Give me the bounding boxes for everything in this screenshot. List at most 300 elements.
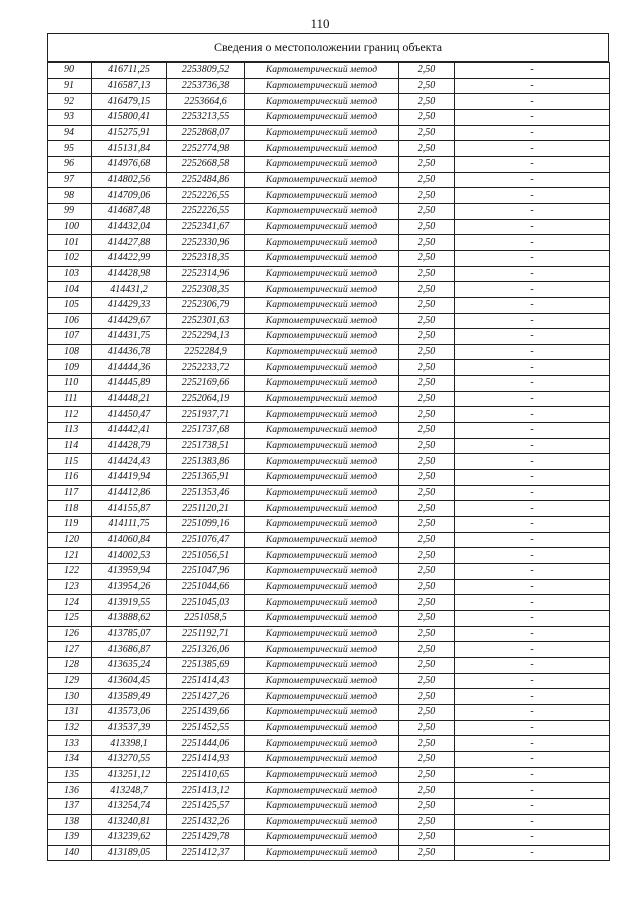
description-cell: - xyxy=(455,454,610,470)
description-cell: - xyxy=(455,125,610,141)
table-row xyxy=(48,610,610,626)
table-row xyxy=(48,720,610,736)
method-cell: Картометрический метод xyxy=(245,454,399,470)
x-coordinate-cell: 413785,07 xyxy=(92,626,167,642)
table-row xyxy=(48,564,610,580)
description-cell: - xyxy=(455,423,610,439)
accuracy-cell: 2,50 xyxy=(399,282,455,298)
point-number-cell: 93 xyxy=(48,109,92,125)
accuracy-cell: 2,50 xyxy=(399,454,455,470)
point-number-cell: 110 xyxy=(48,376,92,392)
x-coordinate-cell: 413537,39 xyxy=(92,720,167,736)
x-coordinate-cell: 414802,56 xyxy=(92,172,167,188)
table-row xyxy=(48,767,610,783)
method-cell: Картометрический метод xyxy=(245,219,399,235)
x-coordinate-cell: 415131,84 xyxy=(92,141,167,157)
x-coordinate-cell: 413251,12 xyxy=(92,767,167,783)
x-coordinate-cell: 414429,33 xyxy=(92,297,167,313)
method-cell: Картометрический метод xyxy=(245,376,399,392)
method-cell: Картометрический метод xyxy=(245,360,399,376)
y-coordinate-cell: 2251432,26 xyxy=(167,814,245,830)
point-number-cell: 135 xyxy=(48,767,92,783)
x-coordinate-cell: 415275,91 xyxy=(92,125,167,141)
point-number-cell: 120 xyxy=(48,532,92,548)
accuracy-cell: 2,50 xyxy=(399,751,455,767)
description-cell: - xyxy=(455,156,610,172)
description-cell: - xyxy=(455,266,610,282)
method-cell: Картометрический метод xyxy=(245,485,399,501)
description-cell: - xyxy=(455,203,610,219)
method-cell: Картометрический метод xyxy=(245,845,399,861)
y-coordinate-cell: 2251737,68 xyxy=(167,423,245,439)
y-coordinate-cell: 2252294,13 xyxy=(167,329,245,345)
x-coordinate-cell: 414002,53 xyxy=(92,548,167,564)
method-cell: Картометрический метод xyxy=(245,125,399,141)
description-cell: - xyxy=(455,344,610,360)
accuracy-cell: 2,50 xyxy=(399,313,455,329)
point-number-cell: 106 xyxy=(48,313,92,329)
x-coordinate-cell: 414422,99 xyxy=(92,250,167,266)
x-coordinate-cell: 414111,75 xyxy=(92,517,167,533)
accuracy-cell: 2,50 xyxy=(399,704,455,720)
x-coordinate-cell: 414428,79 xyxy=(92,438,167,454)
x-coordinate-cell: 414155,87 xyxy=(92,501,167,517)
x-coordinate-cell: 416711,25 xyxy=(92,63,167,79)
description-cell: - xyxy=(455,689,610,705)
point-number-cell: 103 xyxy=(48,266,92,282)
y-coordinate-cell: 2252774,98 xyxy=(167,141,245,157)
y-coordinate-cell: 2252233,72 xyxy=(167,360,245,376)
point-number-cell: 138 xyxy=(48,814,92,830)
table-header: Сведения о местоположении границ объекта xyxy=(47,33,609,62)
y-coordinate-cell: 2251410,65 xyxy=(167,767,245,783)
description-cell: - xyxy=(455,188,610,204)
accuracy-cell: 2,50 xyxy=(399,830,455,846)
table-row xyxy=(48,125,610,141)
description-cell: - xyxy=(455,814,610,830)
y-coordinate-cell: 2252226,55 xyxy=(167,188,245,204)
y-coordinate-cell: 2252226,55 xyxy=(167,203,245,219)
table-row xyxy=(48,798,610,814)
method-cell: Картометрический метод xyxy=(245,470,399,486)
accuracy-cell: 2,50 xyxy=(399,626,455,642)
point-number-cell: 114 xyxy=(48,438,92,454)
description-cell: - xyxy=(455,360,610,376)
accuracy-cell: 2,50 xyxy=(399,657,455,673)
point-number-cell: 137 xyxy=(48,798,92,814)
point-number-cell: 97 xyxy=(48,172,92,188)
x-coordinate-cell: 414431,75 xyxy=(92,329,167,345)
table-row xyxy=(48,391,610,407)
point-number-cell: 122 xyxy=(48,564,92,580)
table-row xyxy=(48,407,610,423)
description-cell: - xyxy=(455,282,610,298)
table-row xyxy=(48,266,610,282)
accuracy-cell: 2,50 xyxy=(399,172,455,188)
table-row xyxy=(48,517,610,533)
method-cell: Картометрический метод xyxy=(245,501,399,517)
point-number-cell: 95 xyxy=(48,141,92,157)
table-row xyxy=(48,814,610,830)
boundary-points-table xyxy=(47,62,610,861)
point-number-cell: 121 xyxy=(48,548,92,564)
y-coordinate-cell: 2252308,35 xyxy=(167,282,245,298)
y-coordinate-cell: 2251076,47 xyxy=(167,532,245,548)
point-number-cell: 111 xyxy=(48,391,92,407)
description-cell: - xyxy=(455,517,610,533)
accuracy-cell: 2,50 xyxy=(399,517,455,533)
table-row xyxy=(48,438,610,454)
table-row xyxy=(48,579,610,595)
accuracy-cell: 2,50 xyxy=(399,767,455,783)
point-number-cell: 132 xyxy=(48,720,92,736)
method-cell: Картометрический метод xyxy=(245,564,399,580)
point-number-cell: 133 xyxy=(48,736,92,752)
y-coordinate-cell: 2252484,86 xyxy=(167,172,245,188)
y-coordinate-cell: 2251385,69 xyxy=(167,657,245,673)
x-coordinate-cell: 413270,55 xyxy=(92,751,167,767)
y-coordinate-cell: 2251383,86 xyxy=(167,454,245,470)
accuracy-cell: 2,50 xyxy=(399,344,455,360)
method-cell: Картометрический метод xyxy=(245,626,399,642)
y-coordinate-cell: 2251414,93 xyxy=(167,751,245,767)
accuracy-cell: 2,50 xyxy=(399,783,455,799)
method-cell: Картометрический метод xyxy=(245,673,399,689)
accuracy-cell: 2,50 xyxy=(399,798,455,814)
accuracy-cell: 2,50 xyxy=(399,845,455,861)
point-number-cell: 92 xyxy=(48,94,92,110)
accuracy-cell: 2,50 xyxy=(399,78,455,94)
description-cell: - xyxy=(455,657,610,673)
point-number-cell: 109 xyxy=(48,360,92,376)
y-coordinate-cell: 2251412,37 xyxy=(167,845,245,861)
x-coordinate-cell: 414431,2 xyxy=(92,282,167,298)
accuracy-cell: 2,50 xyxy=(399,360,455,376)
x-coordinate-cell: 413573,06 xyxy=(92,704,167,720)
y-coordinate-cell: 2251044,66 xyxy=(167,579,245,595)
method-cell: Картометрический метод xyxy=(245,156,399,172)
method-cell: Картометрический метод xyxy=(245,720,399,736)
method-cell: Картометрический метод xyxy=(245,830,399,846)
accuracy-cell: 2,50 xyxy=(399,673,455,689)
y-coordinate-cell: 2251192,71 xyxy=(167,626,245,642)
method-cell: Картометрический метод xyxy=(245,391,399,407)
description-cell: - xyxy=(455,736,610,752)
x-coordinate-cell: 414709,06 xyxy=(92,188,167,204)
table-row xyxy=(48,830,610,846)
method-cell: Картометрический метод xyxy=(245,109,399,125)
method-cell: Картометрический метод xyxy=(245,423,399,439)
accuracy-cell: 2,50 xyxy=(399,141,455,157)
accuracy-cell: 2,50 xyxy=(399,156,455,172)
description-cell: - xyxy=(455,94,610,110)
accuracy-cell: 2,50 xyxy=(399,736,455,752)
table-row xyxy=(48,657,610,673)
method-cell: Картометрический метод xyxy=(245,78,399,94)
point-number-cell: 130 xyxy=(48,689,92,705)
accuracy-cell: 2,50 xyxy=(399,63,455,79)
point-number-cell: 100 xyxy=(48,219,92,235)
point-number-cell: 94 xyxy=(48,125,92,141)
point-number-cell: 125 xyxy=(48,610,92,626)
description-cell: - xyxy=(455,172,610,188)
description-cell: - xyxy=(455,235,610,251)
table-row xyxy=(48,423,610,439)
accuracy-cell: 2,50 xyxy=(399,188,455,204)
description-cell: - xyxy=(455,313,610,329)
method-cell: Картометрический метод xyxy=(245,188,399,204)
accuracy-cell: 2,50 xyxy=(399,595,455,611)
table-row xyxy=(48,376,610,392)
y-coordinate-cell: 2251326,06 xyxy=(167,642,245,658)
point-number-cell: 90 xyxy=(48,63,92,79)
y-coordinate-cell: 2251439,66 xyxy=(167,704,245,720)
method-cell: Картометрический метод xyxy=(245,548,399,564)
description-cell: - xyxy=(455,704,610,720)
description-cell: - xyxy=(455,642,610,658)
x-coordinate-cell: 414442,41 xyxy=(92,423,167,439)
point-number-cell: 104 xyxy=(48,282,92,298)
description-cell: - xyxy=(455,501,610,517)
method-cell: Картометрический метод xyxy=(245,94,399,110)
y-coordinate-cell: 2253213,55 xyxy=(167,109,245,125)
table-row xyxy=(48,156,610,172)
y-coordinate-cell: 2252306,79 xyxy=(167,297,245,313)
accuracy-cell: 2,50 xyxy=(399,250,455,266)
method-cell: Картометрический метод xyxy=(245,438,399,454)
method-cell: Картометрический метод xyxy=(245,282,399,298)
accuracy-cell: 2,50 xyxy=(399,266,455,282)
description-cell: - xyxy=(455,329,610,345)
description-cell: - xyxy=(455,407,610,423)
y-coordinate-cell: 2251120,21 xyxy=(167,501,245,517)
x-coordinate-cell: 413919,55 xyxy=(92,595,167,611)
y-coordinate-cell: 2251353,46 xyxy=(167,485,245,501)
x-coordinate-cell: 414448,21 xyxy=(92,391,167,407)
accuracy-cell: 2,50 xyxy=(399,423,455,439)
description-cell: - xyxy=(455,250,610,266)
table-row xyxy=(48,313,610,329)
table-row xyxy=(48,297,610,313)
point-number-cell: 140 xyxy=(48,845,92,861)
method-cell: Картометрический метод xyxy=(245,642,399,658)
point-number-cell: 139 xyxy=(48,830,92,846)
y-coordinate-cell: 2252868,07 xyxy=(167,125,245,141)
point-number-cell: 123 xyxy=(48,579,92,595)
accuracy-cell: 2,50 xyxy=(399,610,455,626)
description-cell: - xyxy=(455,109,610,125)
y-coordinate-cell: 2251045,03 xyxy=(167,595,245,611)
point-number-cell: 134 xyxy=(48,751,92,767)
x-coordinate-cell: 413954,26 xyxy=(92,579,167,595)
table-row xyxy=(48,344,610,360)
point-number-cell: 126 xyxy=(48,626,92,642)
point-number-cell: 124 xyxy=(48,595,92,611)
table-body xyxy=(48,63,610,861)
point-number-cell: 102 xyxy=(48,250,92,266)
table-row xyxy=(48,250,610,266)
x-coordinate-cell: 413240,81 xyxy=(92,814,167,830)
boundary-table-frame xyxy=(47,33,609,861)
point-number-cell: 127 xyxy=(48,642,92,658)
x-coordinate-cell: 414429,67 xyxy=(92,313,167,329)
y-coordinate-cell: 2252668,58 xyxy=(167,156,245,172)
table-row xyxy=(48,626,610,642)
point-number-cell: 128 xyxy=(48,657,92,673)
accuracy-cell: 2,50 xyxy=(399,814,455,830)
method-cell: Картометрический метод xyxy=(245,63,399,79)
table-row xyxy=(48,783,610,799)
y-coordinate-cell: 2253664,6 xyxy=(167,94,245,110)
description-cell: - xyxy=(455,219,610,235)
method-cell: Картометрический метод xyxy=(245,657,399,673)
description-cell: - xyxy=(455,595,610,611)
x-coordinate-cell: 414976,68 xyxy=(92,156,167,172)
table-row xyxy=(48,141,610,157)
table-row xyxy=(48,172,610,188)
table-row xyxy=(48,282,610,298)
accuracy-cell: 2,50 xyxy=(399,391,455,407)
y-coordinate-cell: 2253809,52 xyxy=(167,63,245,79)
table-row xyxy=(48,235,610,251)
table-row xyxy=(48,454,610,470)
accuracy-cell: 2,50 xyxy=(399,94,455,110)
y-coordinate-cell: 2252301,63 xyxy=(167,313,245,329)
y-coordinate-cell: 2251056,51 xyxy=(167,548,245,564)
description-cell: - xyxy=(455,78,610,94)
table-row xyxy=(48,485,610,501)
accuracy-cell: 2,50 xyxy=(399,438,455,454)
table-row xyxy=(48,736,610,752)
x-coordinate-cell: 414436,78 xyxy=(92,344,167,360)
method-cell: Картометрический метод xyxy=(245,704,399,720)
x-coordinate-cell: 413239,62 xyxy=(92,830,167,846)
description-cell: - xyxy=(455,751,610,767)
method-cell: Картометрический метод xyxy=(245,297,399,313)
table-row xyxy=(48,845,610,861)
point-number-cell: 105 xyxy=(48,297,92,313)
x-coordinate-cell: 415800,41 xyxy=(92,109,167,125)
accuracy-cell: 2,50 xyxy=(399,548,455,564)
accuracy-cell: 2,50 xyxy=(399,720,455,736)
description-cell: - xyxy=(455,767,610,783)
y-coordinate-cell: 2252064,19 xyxy=(167,391,245,407)
x-coordinate-cell: 413959,94 xyxy=(92,564,167,580)
accuracy-cell: 2,50 xyxy=(399,203,455,219)
point-number-cell: 119 xyxy=(48,517,92,533)
table-row xyxy=(48,532,610,548)
point-number-cell: 136 xyxy=(48,783,92,799)
method-cell: Картометрический метод xyxy=(245,595,399,611)
table-row xyxy=(48,548,610,564)
point-number-cell: 101 xyxy=(48,235,92,251)
x-coordinate-cell: 414419,94 xyxy=(92,470,167,486)
method-cell: Картометрический метод xyxy=(245,689,399,705)
y-coordinate-cell: 2251937,71 xyxy=(167,407,245,423)
point-number-cell: 107 xyxy=(48,329,92,345)
description-cell: - xyxy=(455,783,610,799)
method-cell: Картометрический метод xyxy=(245,313,399,329)
x-coordinate-cell: 414450,47 xyxy=(92,407,167,423)
method-cell: Картометрический метод xyxy=(245,736,399,752)
x-coordinate-cell: 414424,43 xyxy=(92,454,167,470)
method-cell: Картометрический метод xyxy=(245,203,399,219)
description-cell: - xyxy=(455,673,610,689)
y-coordinate-cell: 2251738,51 xyxy=(167,438,245,454)
method-cell: Картометрический метод xyxy=(245,329,399,345)
x-coordinate-cell: 414445,89 xyxy=(92,376,167,392)
y-coordinate-cell: 2252330,96 xyxy=(167,235,245,251)
table-row xyxy=(48,704,610,720)
y-coordinate-cell: 2251425,57 xyxy=(167,798,245,814)
x-coordinate-cell: 413589,49 xyxy=(92,689,167,705)
method-cell: Картометрический метод xyxy=(245,610,399,626)
accuracy-cell: 2,50 xyxy=(399,532,455,548)
accuracy-cell: 2,50 xyxy=(399,485,455,501)
description-cell: - xyxy=(455,376,610,392)
accuracy-cell: 2,50 xyxy=(399,642,455,658)
page-number: 110 xyxy=(310,16,330,31)
description-cell: - xyxy=(455,141,610,157)
method-cell: Картометрический метод xyxy=(245,517,399,533)
accuracy-cell: 2,50 xyxy=(399,376,455,392)
method-cell: Картометрический метод xyxy=(245,783,399,799)
description-cell: - xyxy=(455,830,610,846)
method-cell: Картометрический метод xyxy=(245,532,399,548)
accuracy-cell: 2,50 xyxy=(399,219,455,235)
description-cell: - xyxy=(455,845,610,861)
x-coordinate-cell: 413888,62 xyxy=(92,610,167,626)
y-coordinate-cell: 2251444,06 xyxy=(167,736,245,752)
accuracy-cell: 2,50 xyxy=(399,235,455,251)
x-coordinate-cell: 414060,84 xyxy=(92,532,167,548)
table-row xyxy=(48,219,610,235)
description-cell: - xyxy=(455,610,610,626)
point-number-cell: 113 xyxy=(48,423,92,439)
y-coordinate-cell: 2251047,96 xyxy=(167,564,245,580)
accuracy-cell: 2,50 xyxy=(399,109,455,125)
accuracy-cell: 2,50 xyxy=(399,297,455,313)
point-number-cell: 131 xyxy=(48,704,92,720)
method-cell: Картометрический метод xyxy=(245,407,399,423)
table-row xyxy=(48,673,610,689)
table-row xyxy=(48,751,610,767)
table-row xyxy=(48,94,610,110)
description-cell: - xyxy=(455,470,610,486)
x-coordinate-cell: 413254,74 xyxy=(92,798,167,814)
y-coordinate-cell: 2251429,78 xyxy=(167,830,245,846)
point-number-cell: 115 xyxy=(48,454,92,470)
method-cell: Картометрический метод xyxy=(245,767,399,783)
point-number-cell: 112 xyxy=(48,407,92,423)
accuracy-cell: 2,50 xyxy=(399,407,455,423)
accuracy-cell: 2,50 xyxy=(399,579,455,595)
x-coordinate-cell: 414444,36 xyxy=(92,360,167,376)
y-coordinate-cell: 2251427,26 xyxy=(167,689,245,705)
x-coordinate-cell: 413248,7 xyxy=(92,783,167,799)
description-cell: - xyxy=(455,626,610,642)
x-coordinate-cell: 416479,15 xyxy=(92,94,167,110)
y-coordinate-cell: 2252341,67 xyxy=(167,219,245,235)
point-number-cell: 108 xyxy=(48,344,92,360)
y-coordinate-cell: 2251058,5 xyxy=(167,610,245,626)
table-row xyxy=(48,501,610,517)
point-number-cell: 118 xyxy=(48,501,92,517)
y-coordinate-cell: 2252314,96 xyxy=(167,266,245,282)
method-cell: Картометрический метод xyxy=(245,579,399,595)
description-cell: - xyxy=(455,579,610,595)
method-cell: Картометрический метод xyxy=(245,751,399,767)
